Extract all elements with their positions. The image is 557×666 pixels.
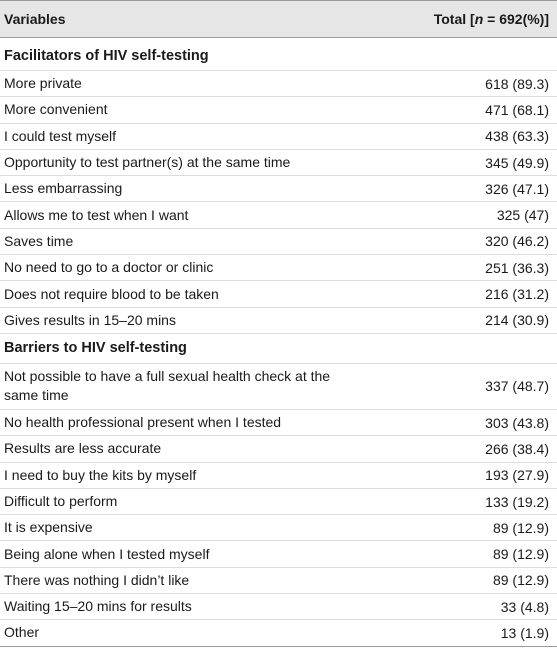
- table-row: [0, 280, 557, 306]
- row-label: Opportunity to test partner(s) at the same time: [4, 154, 291, 171]
- table-header: [0, 0, 557, 38]
- row-value: 251 (36.3): [485, 259, 549, 276]
- row-label: More private: [4, 75, 82, 92]
- row-value: 337 (48.7): [485, 378, 549, 395]
- table-row: [0, 307, 557, 333]
- table-row: [0, 619, 557, 645]
- row-value: 618 (89.3): [485, 75, 549, 92]
- row-value: 471 (68.1): [485, 101, 549, 118]
- facilitator-rows: [0, 70, 557, 333]
- row-value: 325 (47): [496, 207, 549, 224]
- table-row: [0, 540, 557, 566]
- section-title: Barriers to HIV self-testing: [4, 340, 187, 357]
- row-label: There was nothing I didn’t like: [4, 571, 190, 588]
- row-label: Results are less accurate: [4, 440, 162, 457]
- row-label: Allows me to test when I want: [4, 206, 189, 223]
- row-value: 216 (31.2): [485, 286, 549, 303]
- row-label: I need to buy the kits by myself: [4, 466, 197, 483]
- row-value: 89 (12.9): [492, 546, 549, 563]
- row-label: More convenient: [4, 101, 108, 118]
- row-label: No need to go to a doctor or clinic: [4, 259, 214, 276]
- row-label: No health professional present when I tested: [4, 414, 282, 431]
- row-value: 13 (1.9): [500, 624, 549, 641]
- section-title: Facilitators of HIV self-testing: [4, 48, 209, 64]
- row-label: Being alone when I tested myself: [4, 545, 210, 562]
- section-facilitators: [0, 38, 557, 70]
- row-label: Waiting 15–20 mins for results: [4, 598, 192, 615]
- table-row: [0, 123, 557, 149]
- row-value: 89 (12.9): [492, 572, 549, 589]
- table-row: [0, 254, 557, 280]
- table-row: [0, 593, 557, 619]
- total-header-prefix: Total [: [433, 11, 475, 27]
- table-row: [0, 363, 557, 409]
- table-row: [0, 70, 557, 96]
- row-value: 89 (12.9): [492, 519, 549, 536]
- row-label: Does not require blood to be taken: [4, 285, 219, 302]
- total-header-n: n: [474, 11, 484, 27]
- table-row: [0, 488, 557, 514]
- row-value: 345 (49.9): [485, 154, 549, 171]
- total-header-suffix: = 692(%)]: [483, 11, 549, 27]
- row-label: I could test myself: [4, 127, 117, 144]
- row-value: 326 (47.1): [485, 180, 549, 197]
- table-row: [0, 567, 557, 593]
- barrier-rows: [0, 363, 557, 646]
- variables-column-header: Variables: [4, 11, 66, 27]
- table-bottom-rule: [0, 646, 557, 647]
- row-label: It is expensive: [4, 519, 93, 536]
- table-row: [0, 462, 557, 488]
- table-row: [0, 409, 557, 435]
- row-value: 33 (4.8): [500, 598, 549, 615]
- table-row: [0, 96, 557, 122]
- row-value: 214 (30.9): [485, 312, 549, 329]
- table-row: [0, 201, 557, 227]
- row-value: 320 (46.2): [485, 233, 549, 250]
- row-value: 193 (27.9): [485, 467, 549, 484]
- row-value: 266 (38.4): [485, 440, 549, 457]
- row-value: 303 (43.8): [485, 414, 549, 431]
- table-row: [0, 149, 557, 175]
- table-row: [0, 435, 557, 461]
- row-label: Difficult to perform: [4, 493, 118, 509]
- row-label: Not possible to have a full sexual health check at the same time: [4, 368, 331, 404]
- row-label: Other: [4, 624, 40, 641]
- row-label: Saves time: [4, 232, 74, 249]
- row-value: 438 (63.3): [485, 128, 549, 145]
- table-row: [0, 514, 557, 540]
- row-label: Gives results in 15–20 mins: [4, 311, 176, 328]
- row-label: Less embarrassing: [4, 180, 123, 197]
- total-column-header: [434, 11, 549, 27]
- section-barriers: [0, 333, 557, 363]
- table-row: [0, 175, 557, 201]
- row-value: 133 (19.2): [485, 493, 549, 510]
- table-row: [0, 228, 557, 254]
